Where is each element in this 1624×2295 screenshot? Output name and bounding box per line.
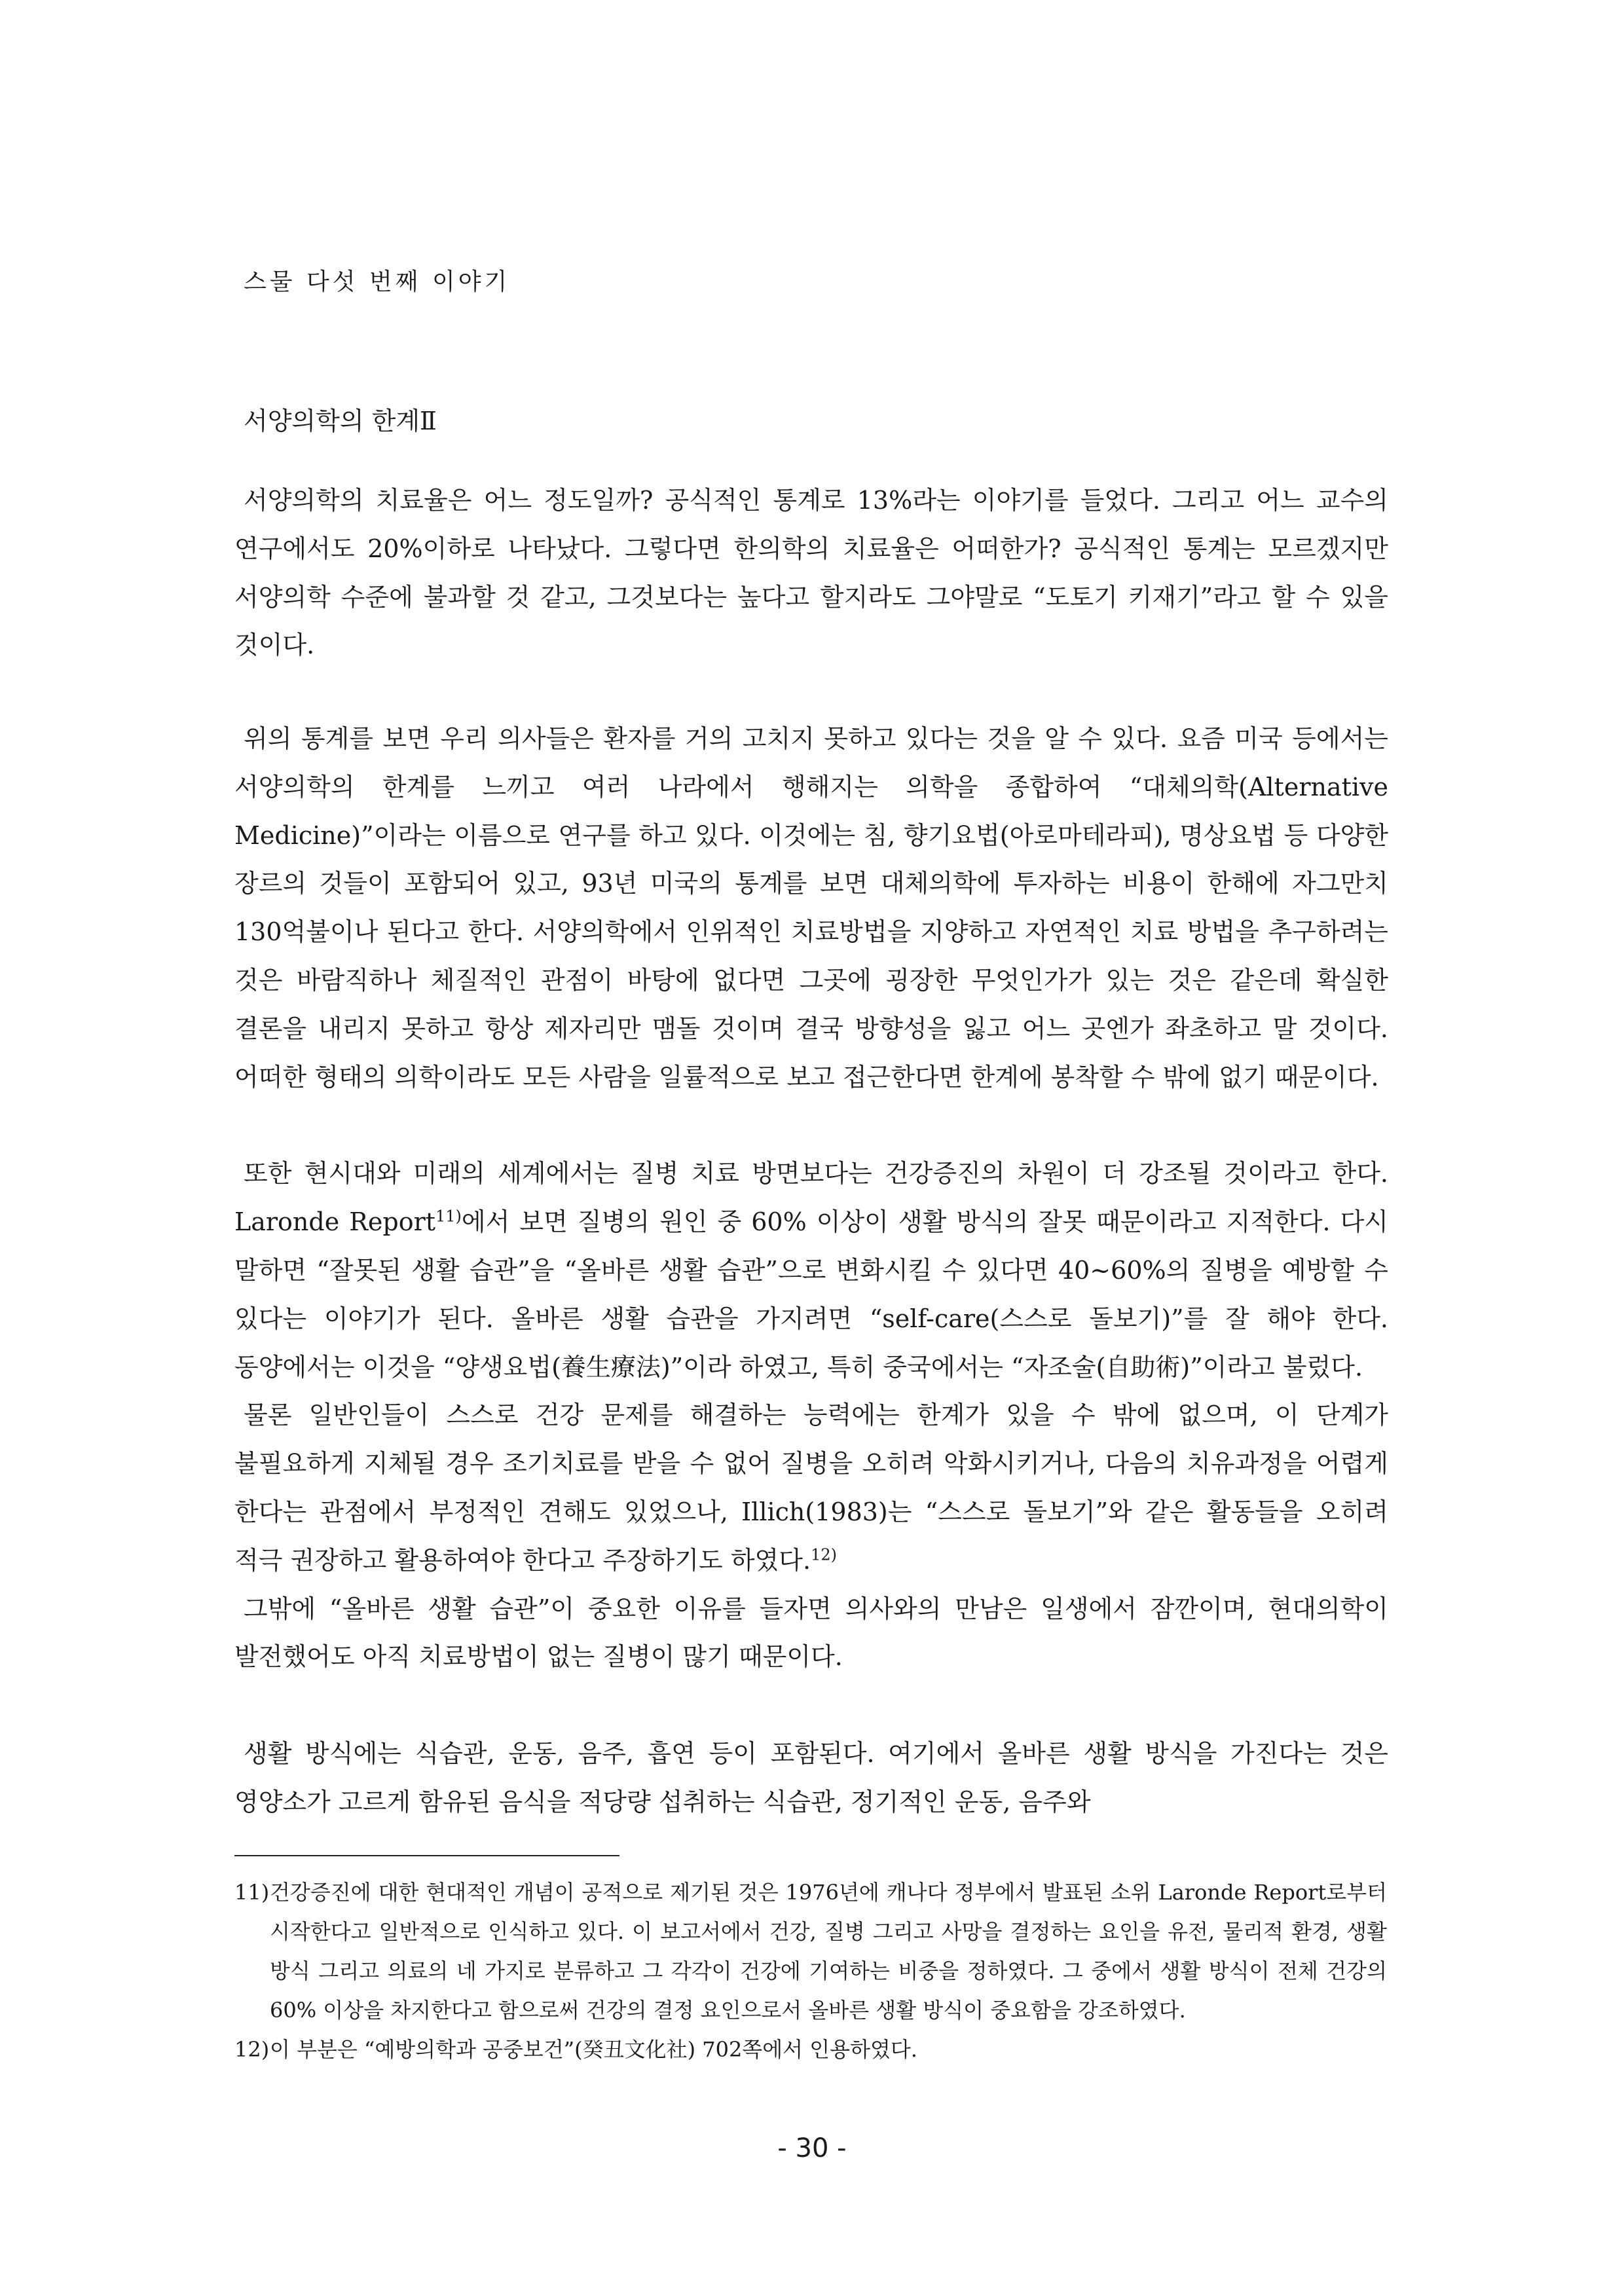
footnote-text: 이 부분은 “예방의학과 공중보건”(癸丑文化社) 702쪽에서 인용하였다. bbox=[270, 2037, 917, 2062]
paragraph-4-part-a: 물론 일반인들이 스스로 건강 문제를 해결하는 능력에는 한계가 있을 수 밖에 없으며, 이 단계가 불필요하게 지체될 경우 조기치료를 받을 수 없어 질병을 오히려 악화시키거나, 다음의 치유과정을 어렵게 한다는 관점에서 부정적인 견해도 있었으나, Illich(1983)는 “스스로 돌보기”와 같은 활동들을 오히려 적극 권장하고 활용하여야 한다고 주장하기도 하였다. bbox=[234, 1401, 1388, 1575]
footnotes bbox=[234, 1873, 1387, 2069]
footnote-ref-11[interactable]: 11) bbox=[435, 1207, 462, 1226]
footnote-number: 11) bbox=[234, 1880, 270, 1905]
paragraph-4 bbox=[234, 1391, 1388, 1585]
paragraph-6: 생활 방식에는 식습관, 운동, 음주, 흡연 등이 포함된다. 여기에서 올바른 생활 방식을 가진다는 것은 영양소가 고르게 함유된 음식을 적당량 섭취하는 식습관, 정기적인 운동, 음주와 bbox=[234, 1739, 1388, 1816]
page-number: - 30 - bbox=[777, 2133, 847, 2163]
body-text-top bbox=[234, 477, 1388, 670]
paragraph-1: 서양의학의 치료율은 어느 정도일까? 공식적인 통계로 13%라는 이야기를 들었다. 그리고 어느 교수의 연구에서도 20%이하로 나타났다. 그렇다면 한의학의 치료율은 어떠한가? 공식적인 통계는 모르겠지만 서양의학 수준에 불과할 것 같고, 그것보다는 높다고 할지라도 그야말로 “도토기 키재기”라고 할 수 있을 것이다. bbox=[234, 486, 1388, 660]
footnote-number: 12) bbox=[234, 2037, 270, 2062]
paragraph-2: 위의 통계를 보면 우리 의사들은 환자를 거의 고치지 못하고 있다는 것을 알 수 있다. 요즘 미국 등에서는 서양의학의 한계를 느끼고 여러 나라에서 행해지는 의학을 종합하여 “대체의학(Alternative Medicine)”이라는 이름으로 연구를 하고 있다. 이것에는 침, 향기요법(아로마테라피), 명상요법 등 다양한 장르의 것들이 포함되어 있고, 93년 미국의 통계를 보면 대체의학에 투자하는 비용이 한해에 자그만치 130억불이나 된다고 한다. 서양의학에서 인위적인 치료방법을 지양하고 자연적인 치료 방법을 추구하려는 것은 바람직하나 체질적인 관점이 바탕에 없다면 그곳에 굉장한 무엇인가가 있는 것은 같은데 확실한 결론을 내리지 못하고 항상 제자리만 맴돌 것이며 결국 방향성을 잃고 어느 곳엔가 좌초하고 말 것이다. 어떠한 형태의 의학이라도 모든 사람을 일률적으로 보고 접근한다면 한계에 봉착할 수 밖에 없기 때문이다. bbox=[234, 724, 1388, 1092]
footnote-12 bbox=[234, 2030, 1387, 2069]
paragraph-3-part-a: 또한 현시대와 미래의 세계에서는 질병 치료 방면보다는 건강증진의 차원이 더 강조될 것이라고 한다. Laronde Report bbox=[234, 1159, 1388, 1237]
paragraph-3 bbox=[234, 1150, 1388, 1391]
footnote-divider bbox=[234, 1855, 619, 1856]
footnote-ref-12[interactable]: 12) bbox=[811, 1545, 837, 1564]
chapter-heading: 스물 다섯 번째 이야기 bbox=[244, 268, 511, 295]
paragraph-3-part-b: 에서 보면 질병의 원인 중 60% 이상이 생활 방식의 잘못 때문이라고 지적한다. 다시 말하면 “잘못된 생활 습관”을 “올바른 생활 습관”으로 변화시킬 수 있다면 40~60%의 질병을 예방할 수 있다는 이야기가 된다. 올바른 생활 습관을 가지려면 “self-care(스스로 돌보기)”를 잘 해야 한다. 동양에서는 이것을 “양생요법(養生療法)”이라 하였고, 특히 중국에서는 “자조술(自助術)”이라고 불렀다. bbox=[234, 1207, 1388, 1382]
body-text-main bbox=[234, 715, 1388, 1827]
footnote-11 bbox=[234, 1873, 1387, 2030]
paragraph-5: 그밖에 “올바른 생활 습관”이 중요한 이유를 들자면 의사와의 만남은 일생에서 잠깐이며, 현대의학이 발전했어도 아직 치료방법이 없는 질병이 많기 때문이다. bbox=[234, 1594, 1388, 1672]
section-title: 서양의학의 한계Ⅱ bbox=[244, 407, 437, 435]
footnote-text: 건강증진에 대한 현대적인 개념이 공적으로 제기된 것은 1976년에 캐나다 정부에서 발표된 소위 Laronde Report로부터 시작한다고 일반적으로 인식하고 있다. 이 보고서에서 건강, 질병 그리고 사망을 결정하는 요인을 유전, 물리적 환경, 생활 방식 그리고 의료의 네 가지로 분류하고 그 각각이 건강에 기여하는 비중을 정하였다. 그 중에서 생활 방식이 전체 건강의 60% 이상을 차지한다고 함으로써 건강의 결정 요인으로서 올바른 생활 방식이 중요함을 강조하였다. bbox=[270, 1880, 1387, 2023]
